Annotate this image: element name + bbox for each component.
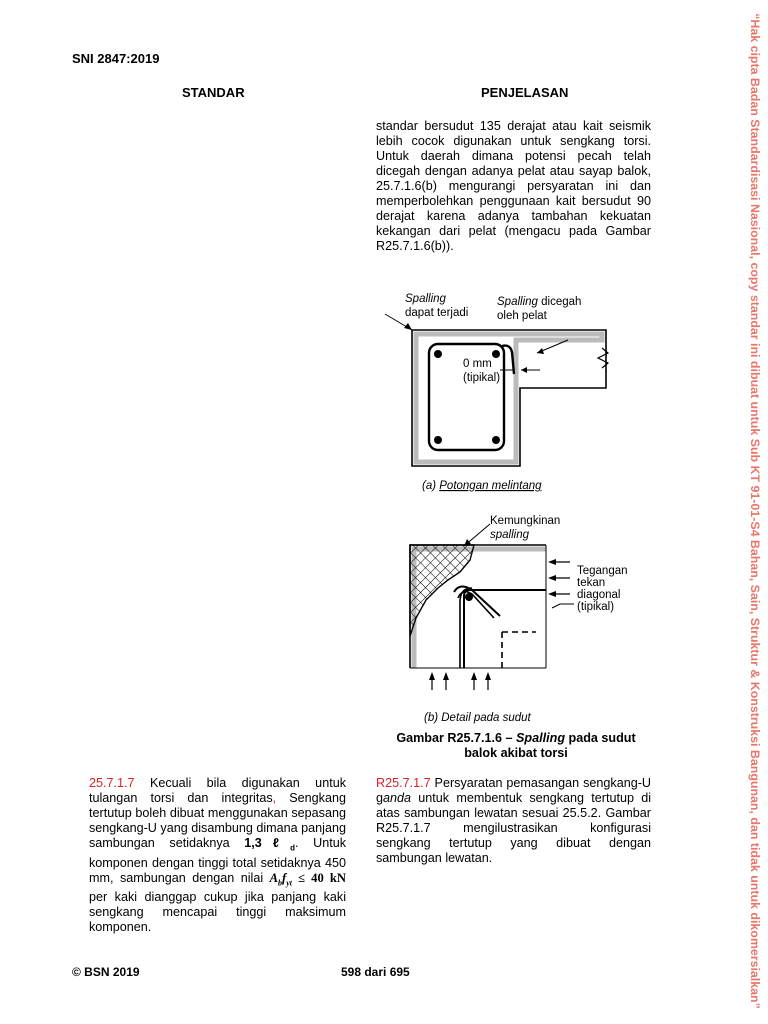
svg-text:Spalling dicegah <box>497 296 581 308</box>
caption-a-prefix: (a) <box>422 480 440 492</box>
rebar-dot <box>492 350 500 358</box>
caption-b: (b) Detail pada sudut <box>424 712 531 724</box>
svg-text:Spalling <box>405 293 447 305</box>
rebar-dot <box>434 350 442 358</box>
label-possible: Kemungkinan <box>490 515 561 527</box>
label-spalling-b: spalling <box>490 529 529 541</box>
clause-number: 25.7.1.7 <box>89 776 135 790</box>
rebar-dot <box>434 436 442 444</box>
footer-copyright: © BSN 2019 <box>72 965 140 979</box>
explanation-paragraph: standar bersudut 135 derajat atau kait seismik lebih cocok digunakan untuk sengkang torsi. Untuk daerah dimana potensi pecah telah dicegah dengan adanya pelat atau sayap balok, 25.7.1.6(b) mengurangi persyaratan ini dan memperbolehkan penggunaan kait bersudut 90 derajat karena adanya tambahan kekuatan kekangan dari pelat (mengacu pada Gambar R25.7.1.6(b)). <box>376 119 651 253</box>
label-by-slab: oleh pelat <box>497 310 547 322</box>
column-header-explanation: PENJELASAN <box>481 85 569 100</box>
svg-text:(a) Potongan melintang <box>422 480 542 492</box>
formula-lap-length: 1,3ℓ$_d$ <box>244 836 295 853</box>
label-prevented-rest: dicegah <box>541 296 582 308</box>
label-stress-2: tekan <box>577 577 606 589</box>
stirrup-corner <box>464 590 546 668</box>
copyright-watermark: “Hak cipta Badan Standardisasi Nasional, copy standar ini dibuat untuk Sub KT 91-01-S4 Bahan, Sain, Struktur & Konstruksi Bangunan, dan tidak untuk dikomersialkan” <box>748 12 762 1009</box>
label-typical: (tipikal) <box>463 372 501 384</box>
figure-a-cross-section <box>376 286 656 496</box>
label-stress-3: diagonal <box>577 589 621 601</box>
document-code: SNI 2847:2019 <box>72 51 160 66</box>
label-prevented: Spalling <box>497 296 538 308</box>
rebar-dot <box>465 593 473 601</box>
clause-number: R25.7.1.7 <box>376 776 431 790</box>
label-spalling: Spalling <box>405 293 446 305</box>
caption-a: Potongan melintang <box>439 480 542 492</box>
footer-page-number: 598 dari 695 <box>341 965 410 979</box>
label-occurs: dapat terjadi <box>405 307 469 319</box>
compression-arrows-horizontal <box>548 559 570 597</box>
label-stress-4: (tipikal) <box>577 601 615 613</box>
figure-b-corner-detail <box>376 508 656 730</box>
label-stress-1: Tegangan <box>577 565 628 577</box>
figure-title: Gambar R25.7.1.6 – Spalling pada sudut balok akibat torsi <box>396 731 636 760</box>
formula-force: $A_bf_{yt} \le 40$ kN <box>269 870 346 888</box>
commentary-clause-R25-7-1-7: R25.7.1.7 Persyaratan pemasangan sengkang-U ganda untuk membentuk sengkang tertutup di atas sambungan lewatan sesuai 25.5.2. Gambar R25.7.1.7 mengilustrasikan konfigurasi sengkang tertutup yang dibuat dengan sambungan lewatan. <box>376 776 652 865</box>
beam-outline <box>412 330 606 466</box>
compression-arrows-vertical <box>429 672 491 690</box>
standard-clause-25-7-1-7: 25.7.1.7 Kecuali bila digunakan untuk tulangan torsi dan integritas, Sengkang tertutup boleh dibuat menggunakan sepasang sengkang-U yang disambung dimana panjang sambungan setidaknya 1,3ℓ$_d$. Untuk komponen dengan tinggi total setidaknya 450 mm, sambungan dengan nilai $A_bf_{yt} \le 40$ kN per kaki dianggap cukup jika panjang kaki sengkang mencapai tinggi maksimum komponen. <box>89 776 346 935</box>
label-dimension: 0 mm <box>463 358 492 370</box>
rebar-dot <box>492 436 500 444</box>
column-header-standard: STANDAR <box>182 85 245 100</box>
